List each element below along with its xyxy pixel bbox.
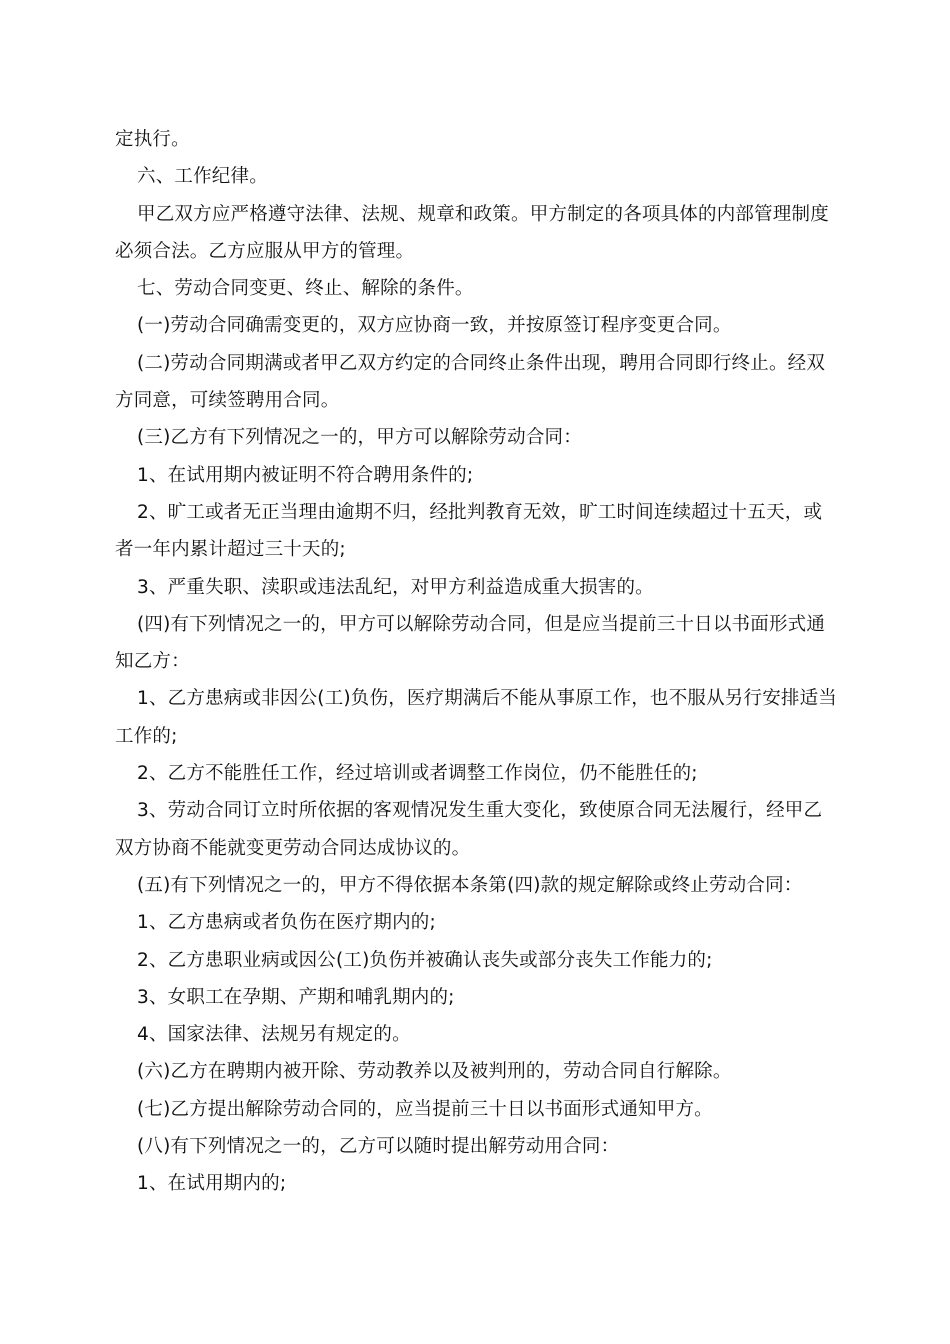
list-item: 3、劳动合同订立时所依据的客观情况发生重大变化，致使原合同无法履行，经甲乙双方协商不能就变更劳动合同达成协议的。 [115,800,823,859]
clause: (六)乙方在聘期内被开除、劳动教养以及被判刑的，劳动合同自行解除。 [137,1061,732,1083]
list-item: 3、女职工在孕期、产期和哺乳期内的; [137,986,455,1008]
list-item: 3、严重失职、渎职或违法乱纪，对甲方利益造成重大损害的。 [137,576,654,598]
list-item: 1、在试用期内被证明不符合聘用条件的; [137,464,474,486]
clause: (一)劳动合同确需变更的，双方应协商一致，并按原签订程序变更合同。 [137,315,732,337]
section-heading: 六、工作纪律。 [137,166,268,188]
clause: (七)乙方提出解除劳动合同的，应当提前三十日以书面形式通知甲方。 [137,1098,713,1120]
clause: (五)有下列情况之一的，甲方不得依据本条第(四)款的规定解除或终止劳动合同： [137,874,803,896]
section-heading: 七、劳动合同变更、终止、解除的条件。 [137,278,474,300]
clause: (二)劳动合同期满或者甲乙双方约定的合同终止条件出现，聘用合同即行终止。经双方同意，可续签聘用合同。 [115,352,826,412]
clause: (四)有下列情况之一的，甲方可以解除劳动合同，但是应当提前三十日以书面形式通知乙方： [115,613,826,673]
list-item: 2、旷工或者无正当理由逾期不归，经批判教育无效，旷工时间连续超过十五天，或者一年内累计超过三十天的; [115,501,823,561]
list-item: 1、在试用期内的; [137,1173,287,1195]
list-item: 2、乙方不能胜任工作，经过培训或者调整工作岗位，仍不能胜任的; [137,763,698,785]
clause: (三)乙方有下列情况之一的，甲方可以解除劳动合同： [137,427,582,449]
list-item: 2、乙方患职业病或因公(工)负伤并被确认丧失或部分丧失工作能力的; [137,949,713,971]
list-item: 1、乙方患病或非因公(工)负伤，医疗期满后不能从事原工作，也不服从另行安排适当工作的; [115,688,838,747]
document-body [115,121,840,1203]
list-item: 4、国家法律、法规另有规定的。 [137,1024,411,1046]
paragraph: 定执行。 [115,129,190,150]
clause: (八)有下列情况之一的，乙方可以随时提出解劳动用合同： [137,1136,620,1158]
list-item: 1、乙方患病或者负伤在医疗期内的; [137,912,436,934]
paragraph: 甲乙双方应严格遵守法律、法规、规章和政策。甲方制定的各项具体的内部管理制度必须合法。乙方应服从甲方的管理。 [115,203,829,262]
